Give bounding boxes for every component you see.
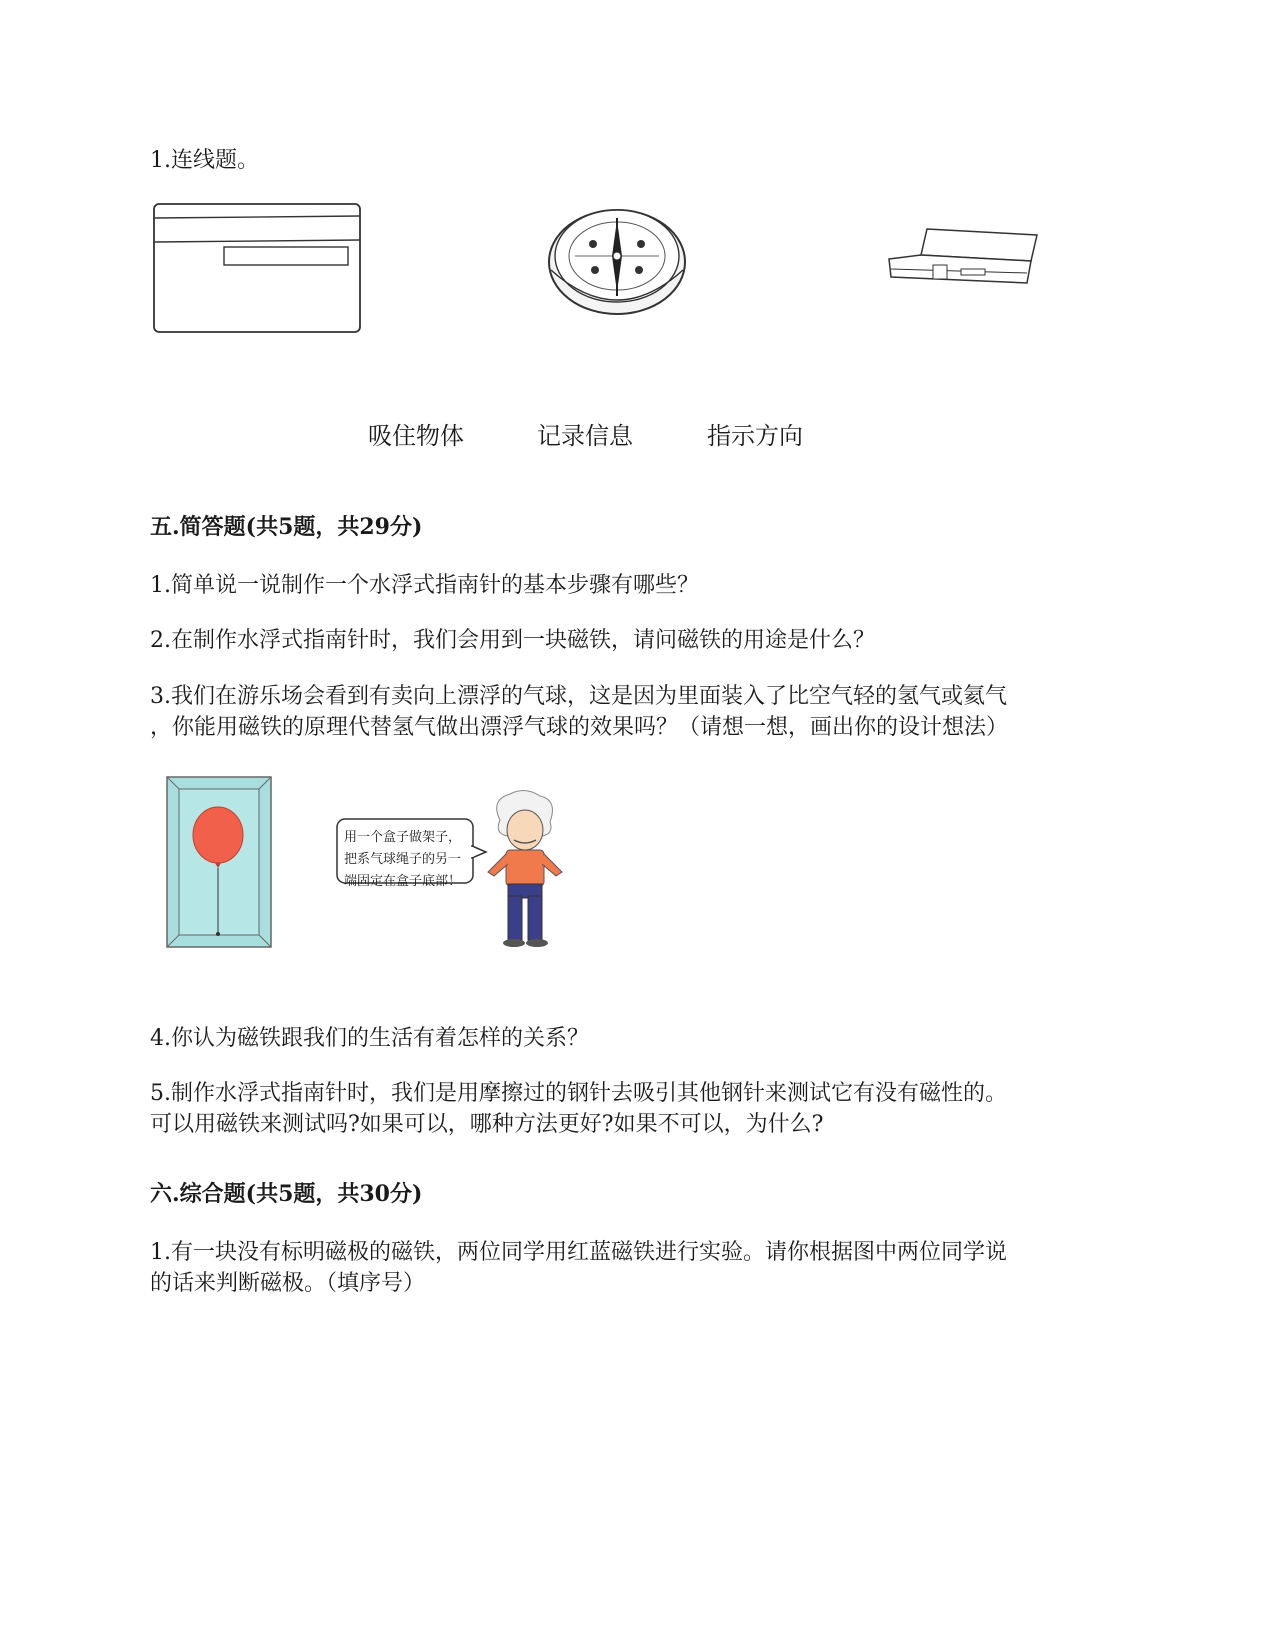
section5-q2: 2.在制作水浮式指南针时，我们会用到一块磁铁，请问磁铁的用途是什么？ <box>150 628 875 653</box>
section5-q3-line1: 3.我们在游乐场会看到有卖向上漂浮的气球，这是因为里面装入了比空气轻的氢气或氦气 <box>150 684 1007 709</box>
bubble-line-2: 把系气球绳子的另一 <box>344 852 462 867</box>
section6-heading: 六.综合题(共5题，共30分) <box>150 1181 423 1207</box>
bubble-line-1: 用一个盒子做架子， <box>344 830 462 845</box>
balloon-box-image <box>165 775 275 950</box>
section5-q5-line2: 可以用磁铁来测试吗?如果可以，哪种方法更好?如果不可以，为什么? <box>150 1112 824 1137</box>
section6-q1-line1: 1.有一块没有标明磁极的磁铁，两位同学用红蓝磁铁进行实验。请你根据图中两位同学说 <box>150 1240 1007 1265</box>
scientist-image <box>480 790 570 950</box>
section5-q1: 1.简单说一说制作一个水浮式指南针的基本步骤有哪些？ <box>150 573 699 598</box>
match-prompt: 1.连线题。 <box>150 148 259 173</box>
compass-image <box>545 200 690 320</box>
section5-q3-line2: ，你能用磁铁的原理代替氢气做出漂浮气球的效果吗？（请想一想，画出你的设计想法） <box>150 715 1009 740</box>
section5-heading: 五.简答题(共5题，共29分) <box>150 514 423 540</box>
section5-q5-line1: 5.制作水浮式指南针时，我们是用摩擦过的钢针去吸引其他钢针来测试它有没有磁性的。 <box>150 1081 1007 1106</box>
pencil-box-image <box>885 225 1045 295</box>
section6-q1-line2: 的话来判断磁极。（填序号） <box>150 1271 426 1296</box>
bank-card-image <box>150 200 365 335</box>
option-attract: 吸住物体 <box>368 422 464 450</box>
option-record: 记录信息 <box>537 422 633 450</box>
option-direction: 指示方向 <box>707 422 803 450</box>
bubble-line-3: 端固定在盒子底部！ <box>344 874 462 889</box>
section5-q4: 4.你认为磁铁跟我们的生活有着怎样的关系？ <box>150 1026 589 1051</box>
